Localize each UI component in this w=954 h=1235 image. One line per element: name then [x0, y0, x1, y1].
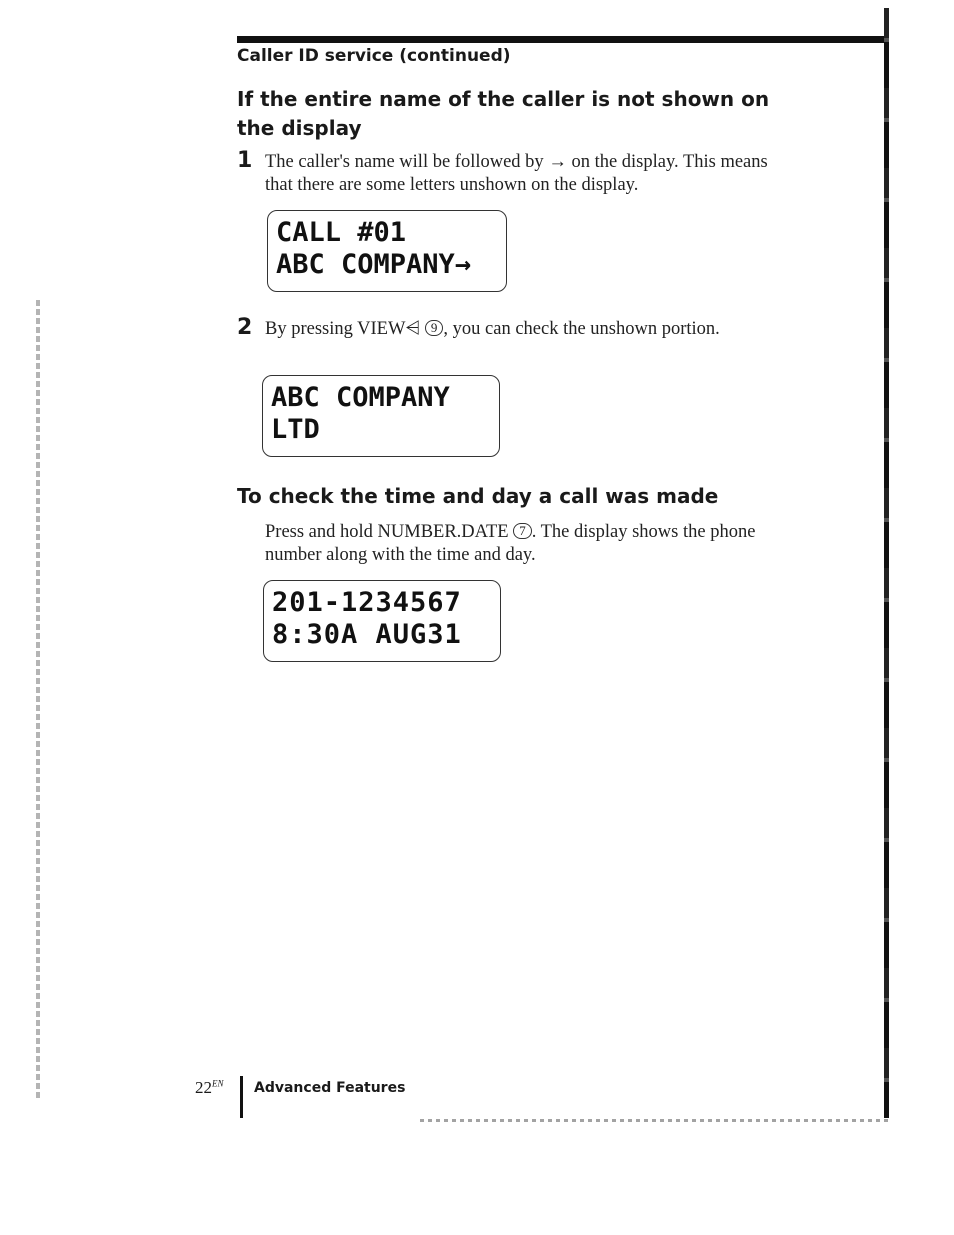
section-heading-time-day: To check the time and day a call was made: [237, 484, 719, 508]
lcd-display-company: [262, 375, 500, 457]
key-9-icon: 9: [425, 320, 444, 336]
step-number-2: 2: [237, 315, 253, 340]
step-2-text-before: By pressing VIEW: [265, 319, 406, 339]
page-number: [195, 1078, 224, 1098]
page-number-suffix: EN: [212, 1078, 224, 1089]
key-7-icon: 7: [513, 523, 532, 539]
top-rule: [237, 36, 889, 43]
view-arrow-icon: ⩤: [405, 319, 421, 339]
step-1-text-before: The caller's name will be followed by: [265, 152, 544, 172]
section-heading-name-not-shown: If the entire name of the caller is not shown on the display: [237, 87, 770, 140]
number-date-text-after: . The display shows the phone number along with the time and day.: [265, 522, 756, 565]
number-date-text: [265, 521, 795, 567]
step-1-text-after: on the display. This means that there are some letters unshown on the display.: [265, 152, 768, 195]
right-arrow-icon: →: [548, 152, 567, 172]
lcd-line-1: CALL #01: [276, 217, 407, 248]
footer-chapter-label: Advanced Features: [254, 1080, 406, 1096]
scan-edge-right: [884, 8, 889, 1118]
lcd-line-2: ABC COMPANY→: [276, 249, 472, 280]
lcd-line-2: LTD: [271, 414, 320, 445]
section-header: Caller ID service (continued): [237, 46, 511, 66]
lcd-display-number-date: [263, 580, 501, 662]
page-number-value: 22: [195, 1078, 212, 1097]
scan-edge-left: [36, 300, 40, 1100]
footer-divider: [240, 1076, 243, 1118]
step-2-text-after: , you can check the unshown portion.: [443, 319, 720, 339]
lcd-line-2: 8:30A AUG31: [272, 619, 462, 650]
lcd-line-1: ABC COMPANY: [271, 382, 450, 413]
lcd-line-1: 201-1234567: [272, 587, 462, 618]
scan-edge-bottom: [420, 1119, 888, 1122]
step-1-text: [265, 151, 795, 197]
number-date-text-before: Press and hold NUMBER.DATE: [265, 522, 509, 542]
lcd-display-call: [267, 210, 507, 292]
step-2-text: [265, 318, 795, 341]
step-number-1: 1: [237, 148, 253, 173]
